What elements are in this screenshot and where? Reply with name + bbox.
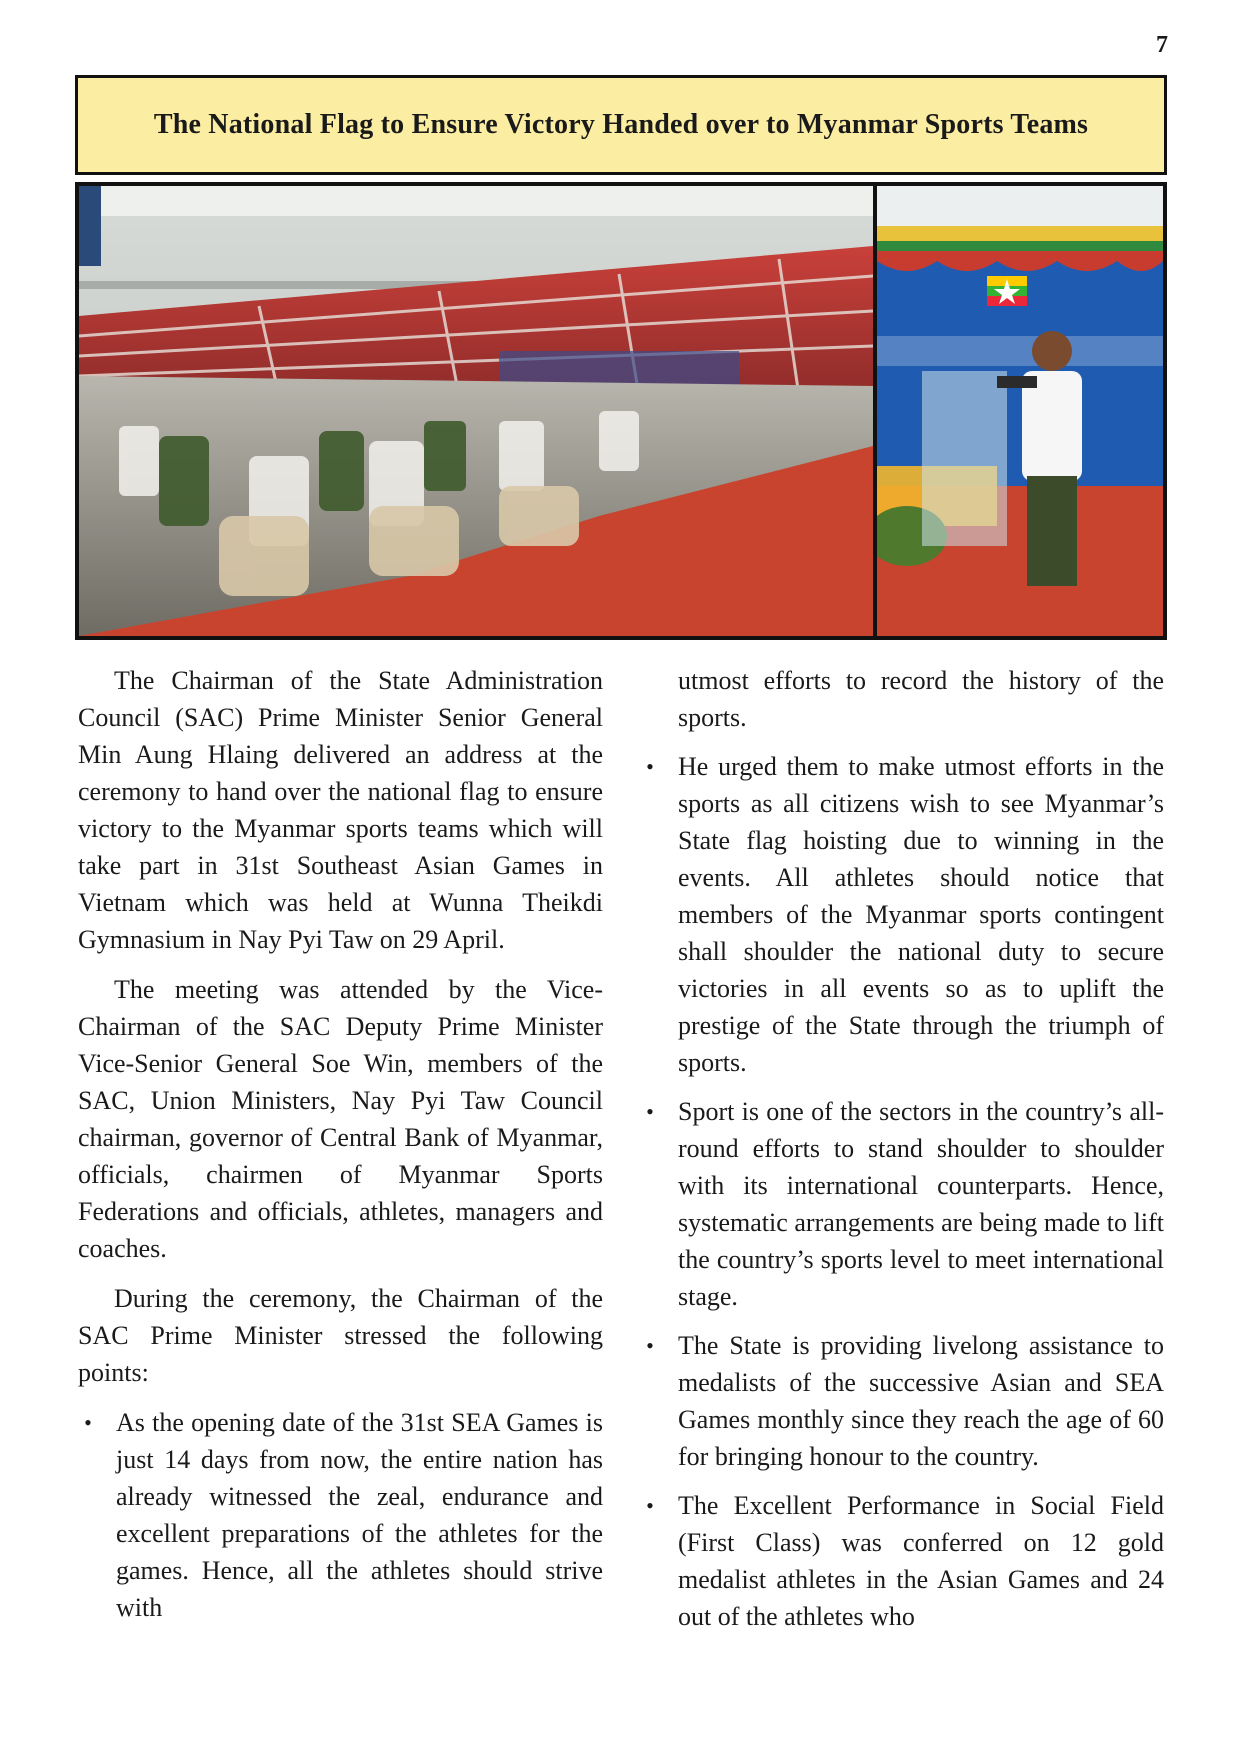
speaker-photo-illustration <box>877 186 1163 636</box>
list-item-text: He urged them to make utmost efforts in the sports as all citizens wish to see Myanmar’s State flag hoisting due to winning in the events. All athletes should notice that members of the Myanmar sports contingent shall shoulder the national duty to secure victories in all events so as to uplift the prestige of the State through the triumph of sports. <box>678 752 1164 1077</box>
photo-collage <box>75 182 1167 640</box>
paragraph-chairman-address: The Chairman of the State Administration Council (SAC) Prime Minister Senior General Min Aung Hlaing delivered an address at the ceremony to hand over the national flag to ensure victory to the Myanmar sports teams which will take part in 31st Southeast Asian Games in Vietnam which was held at Wunna Theikdi Gymnasium in Nay Pyi Taw on 29 April. <box>78 666 603 954</box>
article-column-right <box>640 662 1164 1647</box>
list-item <box>640 748 1164 1081</box>
page-number: 7 <box>1156 32 1168 58</box>
list-item-text: Sport is one of the sectors in the country’s all-round efforts to stand shoulder to shoulder with its international counterparts. Hence, systematic arrangements are being made to lift the country’s sports level to meet international stage. <box>678 1097 1164 1311</box>
bullet-icon: • <box>84 1410 92 1435</box>
key-points-list <box>78 1404 603 1626</box>
list-item-text: As the opening date of the 31st SEA Games is just 14 days from now, the entire nation has already witnessed the zeal, endurance and excellent preparations of the athletes for the games. Hence, all the athletes should strive with <box>116 1408 603 1622</box>
list-item <box>640 1093 1164 1315</box>
article-title-box <box>75 75 1167 175</box>
list-item-text: The State is providing livelong assistance to medalists of the successive Asian and SEA Games monthly since they reach the age of 60 for bringing honour to the country. <box>678 1331 1164 1471</box>
list-item <box>640 1487 1164 1635</box>
list-item-text: The Excellent Performance in Social Field (First Class) was conferred on 12 gold medalist athletes in the Asian Games and 24 out of the athletes who <box>678 1491 1164 1631</box>
key-points-list-continued <box>640 748 1164 1635</box>
article-title: The National Flag to Ensure Victory Handed over to Myanmar Sports Teams <box>153 109 1089 140</box>
bullet-icon: • <box>646 754 654 779</box>
bullet-icon: • <box>646 1333 654 1358</box>
myanmar-flag-icon <box>987 276 1027 306</box>
list-item <box>640 1327 1164 1475</box>
bullet-icon: • <box>646 1493 654 1518</box>
paragraph-attendees: The meeting was attended by the Vice-Chairman of the SAC Deputy Prime Minister Vice-Senior General Soe Win, members of the SAC, Union Ministers, Nay Pyi Taw Council chairman, governor of Central Bank of Myanmar, officials, chairmen of Myanmar Sports Federations and officials, athletes, managers and coaches. <box>78 975 603 1263</box>
photo-audience-gymnasium <box>79 186 873 636</box>
article-column-left <box>78 662 603 1638</box>
paragraph-following-points: During the ceremony, the Chairman of the SAC Prime Minister stressed the following points: <box>78 1284 603 1387</box>
photo-speaker-podium <box>877 186 1163 636</box>
list-item <box>78 1404 603 1626</box>
list-item-continuation: utmost efforts to record the history of the sports. <box>678 666 1164 732</box>
bullet-icon: • <box>646 1099 654 1124</box>
audience-photo-illustration <box>79 186 873 636</box>
